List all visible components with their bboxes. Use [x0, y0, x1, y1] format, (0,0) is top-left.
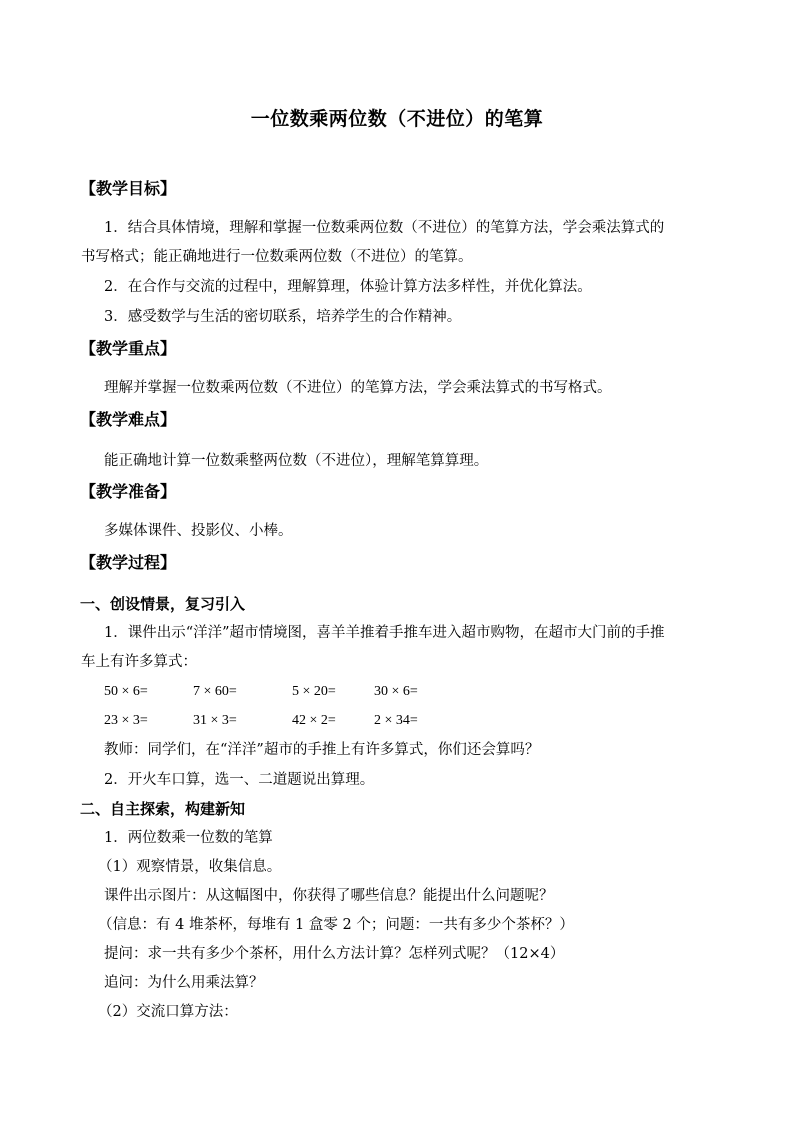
- goal-2: 2．在合作与交流的过程中，理解算理，体验计算方法多样性，并优化算法。: [104, 279, 592, 295]
- equation: 50 × 6=: [104, 684, 148, 699]
- heading-key-points: 【教学重点】: [80, 339, 177, 358]
- equation: 30 × 6=: [374, 684, 418, 699]
- equation: 7 × 60=: [193, 684, 237, 699]
- goal-1-line-2: 书写格式；能正确地进行一位数乘两位数（不进位）的笔算。: [81, 249, 473, 265]
- heading-preparation: 【教学准备】: [80, 482, 177, 501]
- equation: 31 × 3=: [193, 713, 237, 728]
- part-1-teacher-question: 教师：同学们，在“洋洋”超市的手推上有许多算式，你们还会算吗？: [104, 742, 540, 758]
- part-1-item-1-line-1: 1．课件出示“洋洋”超市情境图，喜羊羊推着手推车进入超市购物，在超市大门前的手推: [104, 625, 665, 641]
- equation: 42 × 2=: [292, 713, 336, 728]
- part-1-item-2: 2．开火车口算，选一、二道题说出算理。: [104, 772, 375, 788]
- part-1-heading: 一、创设情景，复习引入: [80, 595, 246, 613]
- equation: 5 × 20=: [292, 684, 336, 699]
- equation: 23 × 3=: [104, 713, 148, 728]
- key-points-text: 理解并掌握一位数乘两位数（不进位）的笔算方法，学会乘法算式的书写格式。: [104, 380, 612, 396]
- part-2-item-1: 1．两位数乘一位数的笔算: [104, 830, 273, 846]
- equation: 2 × 34=: [374, 713, 418, 728]
- part-2-info-note: （信息：有 4 堆茶杯，每堆有 1 盒零 2 个；问题：一共有多少个茶杯？）: [98, 917, 574, 933]
- part-1-item-1-line-2: 车上有许多算式：: [81, 654, 197, 670]
- preparation-text: 多媒体课件、投影仪、小棒。: [104, 523, 293, 539]
- difficulties-text: 能正确地计算一位数乘整两位数（不进位），理解笔算算理。: [104, 453, 489, 469]
- part-2-ask: 提问：求一共有多少个茶杯，用什么方法计算？怎样列式呢？（12×4）: [104, 946, 565, 962]
- heading-teaching-goals: 【教学目标】: [80, 179, 177, 198]
- goal-1-line-1: 1．结合具体情境，理解和掌握一位数乘两位数（不进位）的笔算方法，学会乘法算式的: [104, 220, 665, 236]
- heading-teaching-process: 【教学过程】: [80, 553, 177, 572]
- part-2-sub-1: （1）观察情景，收集信息。: [98, 859, 282, 875]
- document-title: 一位数乘两位数（不进位）的笔算: [250, 108, 544, 130]
- heading-difficulties: 【教学难点】: [80, 410, 177, 429]
- part-2-followup: 追问：为什么用乘法算？: [104, 975, 264, 991]
- part-2-sub-2: （2）交流口算方法：: [98, 1004, 238, 1020]
- part-2-courseware-question: 课件出示图片：从这幅图中，你获得了哪些信息？能提出什么问题呢？: [104, 888, 554, 904]
- part-2-heading: 二、自主探索，构建新知: [80, 800, 246, 818]
- goal-3: 3．感受数学与生活的密切联系，培养学生的合作精神。: [104, 309, 462, 325]
